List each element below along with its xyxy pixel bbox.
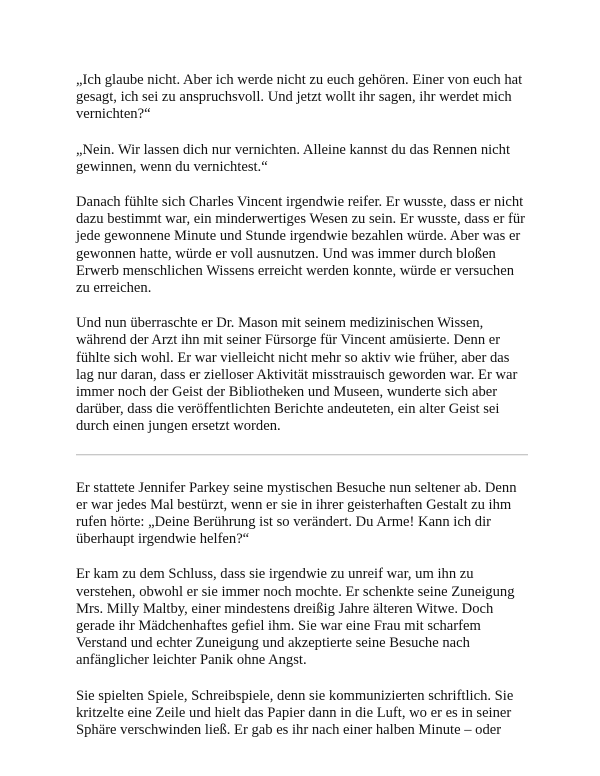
section-divider: [76, 454, 528, 456]
paragraph: „Nein. Wir lassen dich nur vernichten. Alleine kannst du das Rennen nicht gewinnen, wenn du vernichtest.“: [76, 141, 511, 175]
paragraph: Danach fühlte sich Charles Vincent irgendwie reifer. Er wusste, dass er nicht dazu bestimmt war, ein minderwertiges Wesen zu sein. Er wusste, dass er für jede gewonnene Minute und Stunde irgendwie bezahlen würde. Aber was er gewonnen hatte, würde er voll ausnutzen. Und was immer durch bloßen Erwerb menschlichen Wissens erreicht werden konnte, würde er versuchen zu erreichen.: [76, 194, 526, 297]
document-page: [76, 72, 528, 757]
paragraph: Er stattete Jennifer Parkey seine mystischen Besuche nun seltener ab. Denn er war jedes Mal bestürzt, wenn er sie in ihrer geisterhaften Gestalt zu ihm rufen hörte: „Deine Berührung ist so verändert. Du Arme! Kann ich dir überhaupt irgendwie helfen?“: [76, 479, 517, 548]
paragraph: Und nun überraschte er Dr. Mason mit seinem medizinischen Wissen, während der Arzt ihn mit seiner Fürsorge für Vincent amüsierte. Denn er fühlte sich wohl. Er war vielleicht nicht mehr so aktiv wie früher, aber das lag nur daran, dass er zielloser Aktivität misstrauisch geworden war. Er war immer noch der Geist der Bibliotheken und Museen, wunderte sich aber darüber, dass die veröffentlichten Berichte andeuteten, ein alter Geist sei durch einen jungen ersetzt worden.: [76, 315, 518, 435]
paragraph: Sie spielten Spiele, Schreibspiele, denn sie kommunizierten schriftlich. Sie kritzelte eine Zeile und hielt das Papier dann in die Luft, wo er es in seiner Sphäre verschwinden ließ. Er gab es ihr nach einer halben Minute – oder: [76, 687, 514, 739]
paragraph: Er kam zu dem Schluss, dass sie irgendwie zu unreif war, um ihn zu verstehen, obwohl er sie immer noch mochte. Er schenkte seine Zuneigung Mrs. Milly Maltby, einer mindestens dreißig Jahre älteren Witwe. Doch gerade ihr Mädchenhaftes gefiel ihm. Sie war eine Frau mit scharfem Verstand und echter Zuneigung und akzeptierte seine Besuche nach anfänglicher leichter Panik ohne Angst.: [76, 566, 515, 669]
paragraph: „Ich glaube nicht. Aber ich werde nicht zu euch gehören. Einer von euch hat gesagt, ich sei zu anspruchsvoll. Und jetzt wollt ihr sagen, ihr werdet mich vernichten?“: [76, 72, 523, 123]
